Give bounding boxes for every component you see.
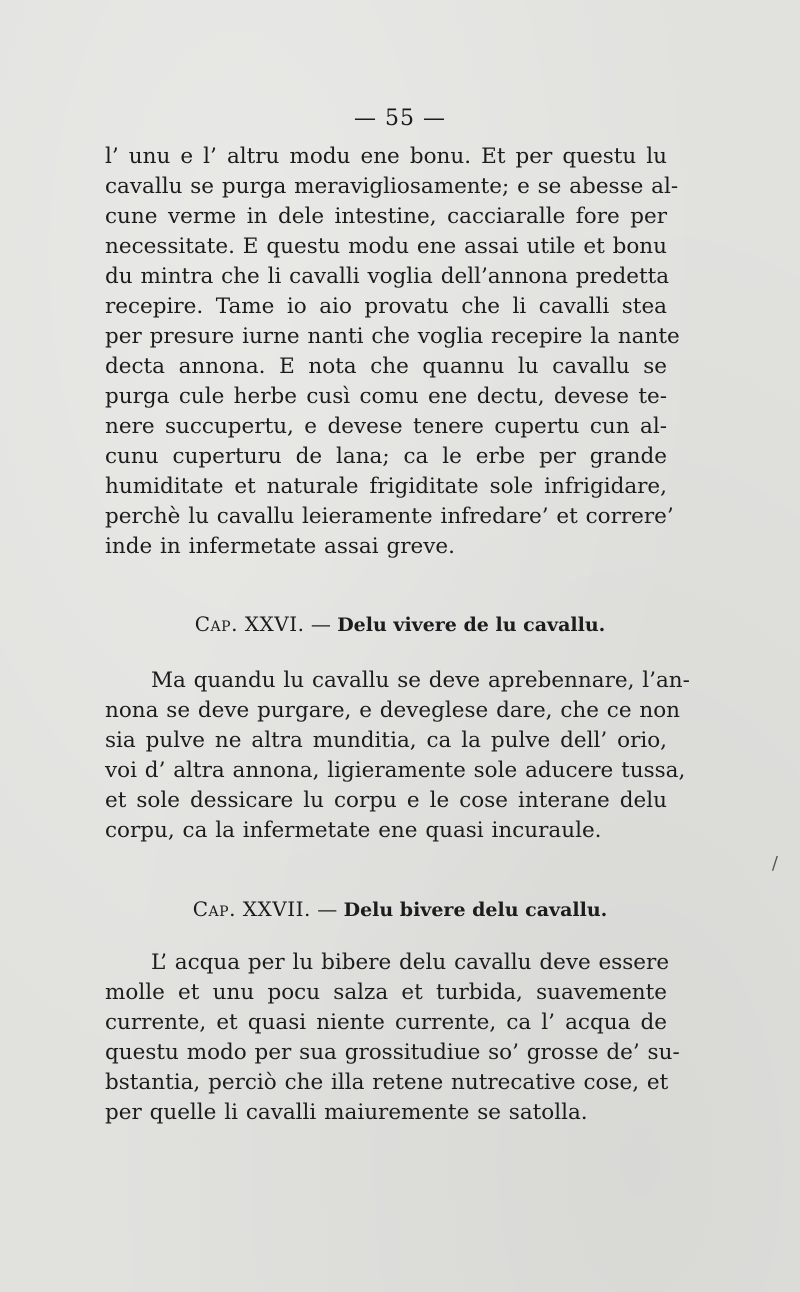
text-line: molle et unu pocu salza et turbida, suavemente <box>105 980 667 1005</box>
text-line: decta annona. E nota che quannu lu cavallu se <box>105 354 667 379</box>
text-line: perchè lu cavallu leieramente infredare’ et correre’ <box>105 504 674 529</box>
text-line: cavallu se purga meravigliosamente; e se abesse al- <box>105 174 679 199</box>
chapter-heading-27 <box>0 897 800 921</box>
text-line: L’ acqua per lu bibere delu cavallu deve essere <box>151 950 670 975</box>
margin-mark: / <box>771 853 778 874</box>
paragraph-3 <box>105 948 680 1128</box>
text-line: per quelle li cavalli maiuremente se satolla. <box>105 1100 588 1125</box>
text-line: necessitate. E questu modu ene assai utile et bonu <box>105 234 667 259</box>
text-line: currente, et quasi niente currente, ca l’ acqua de <box>105 1010 667 1035</box>
text-line: corpu, ca la infermetate ene quasi incuraule. <box>105 818 602 843</box>
paragraph-2 <box>105 666 690 846</box>
chapter-heading-26 <box>0 612 800 636</box>
text-line: purga cule herbe cusì comu ene dectu, devese te- <box>105 384 667 409</box>
text-line: et sole dessicare lu corpu e le cose interane delu <box>105 788 667 813</box>
text-line: per presure iurne nanti che voglia recepire la nante <box>105 324 680 349</box>
text-line: bstantia, perciò che illa retene nutrecative cose, et <box>105 1070 669 1095</box>
text-line: sia pulve ne altra munditia, ca la pulve dell’ orio, <box>105 728 667 753</box>
text-line: voi d’ altra annona, ligieramente sole aducere tussa, <box>105 758 686 783</box>
heading-dash: — <box>317 897 338 921</box>
page-number: — 55 — <box>354 106 446 131</box>
chapter-number: Cap. XXVI. <box>194 612 305 636</box>
text-line: recepire. Tame io aio provatu che li cavalli stea <box>105 294 667 319</box>
text-line: nona se deve purgare, e deveglese dare, che ce non <box>105 698 681 723</box>
paragraph-1 <box>105 142 680 562</box>
text-line: du mintra che li cavalli voglia dell’annona predetta <box>105 264 670 289</box>
text-line: inde in infermetate assai greve. <box>105 534 455 559</box>
chapter-title: Delu bivere delu cavallu. <box>343 899 608 921</box>
chapter-number: Cap. XXVII. <box>192 897 311 921</box>
text-line: humiditate et naturale frigiditate sole infrigidare, <box>105 474 667 499</box>
text-line: cunu cuperturu de lana; ca le erbe per grande <box>105 444 667 469</box>
text-line: cune verme in dele intestine, cacciaralle fore per <box>105 204 667 229</box>
text-line: questu modo per sua grossitudiue so’ grosse de’ su- <box>105 1040 680 1065</box>
chapter-title: Delu vivere de lu cavallu. <box>337 614 606 636</box>
heading-dash: — <box>310 612 331 636</box>
text-line: nere succupertu, e devese tenere cupertu cun al- <box>105 414 667 439</box>
text-line: Ma quandu lu cavallu se deve aprebennare, l’an- <box>151 668 690 693</box>
text-line: l’ unu e l’ altru modu ene bonu. Et per questu lu <box>105 144 667 169</box>
